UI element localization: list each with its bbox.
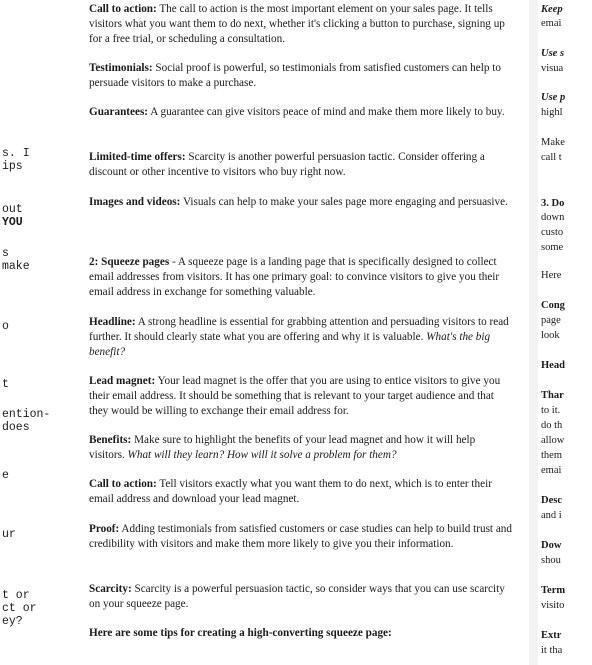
paragraph-lead-term: Limited-time offers: (89, 151, 186, 163)
body-paragraph (89, 477, 513, 507)
right-page-text-fragment: Keep (541, 4, 563, 15)
paragraph-text: Adding testimonials from satisfied customers or case studies can help to build trust and credibility with visitors and make them more likely to give you their information. (89, 523, 512, 550)
main-document-page (64, 0, 529, 665)
paragraph-lead-term: Lead magnet: (89, 375, 156, 387)
left-page-text-fragment: e (2, 469, 9, 482)
paragraph-text: Make sure to highlight the benefits of your lead magnet and how it will help visitors. (89, 434, 476, 461)
right-page-text-fragment: Here (541, 270, 562, 281)
right-page-text-fragment: Thar (541, 390, 564, 401)
paragraph-lead-term: Call to action: (89, 478, 157, 490)
body-paragraph (89, 315, 513, 360)
right-page-text-fragment: highl (541, 107, 563, 118)
paragraph-lead-term: Scarcity: (89, 583, 132, 595)
right-page-text-fragment: look (541, 330, 560, 341)
paragraph-question: What will they learn? How will it solve a problem for them? (127, 449, 397, 461)
paragraph-text: Visuals can help to make your sales page more engaging and persuasive. (180, 196, 508, 208)
paragraph-text: Your lead magnet is the offer that you are using to entice visitors to give you their email address. It should be something that is relevant to your target audience and that they would be willing to exchange their email address for. (89, 375, 501, 417)
left-page-text-fragment: does (2, 421, 30, 434)
right-page-fragment (538, 0, 592, 665)
right-page-text-fragment: and i (541, 510, 562, 521)
paragraph-lead-term: Call to action: (89, 3, 157, 15)
right-page-text-fragment: call t (541, 152, 562, 163)
right-page-text-fragment: emai (541, 18, 562, 29)
paragraph-text: - A squeeze page is a landing page that is specifically designed to collect email addresses from visitors. It has one primary goal: to convince visitors to give you their email address in exchange for something valuable. (89, 256, 500, 298)
right-page-text-fragment: Term (541, 585, 566, 596)
right-page-text-fragment: do th (541, 420, 563, 431)
body-paragraph (89, 626, 513, 641)
paragraph-lead-term: 2: Squeeze pages (89, 256, 170, 268)
paragraph-text: The call to action is the most important element on your sales page. It tells visitors what you want them to do next, whether it's clicking a button to purchase, signing up for a free trial, or scheduling a consultation. (89, 3, 505, 45)
left-page-fragment (0, 0, 64, 665)
left-page-text-fragment: make (2, 260, 30, 273)
paragraph-lead-term: Here are some tips for creating a high-converting squeeze page: (89, 627, 392, 639)
paragraph-text: A guarantee can give visitors peace of mind and make them more likely to buy. (148, 106, 505, 118)
left-page-text-fragment: t (2, 378, 9, 391)
paragraph-question: What's the big benefit? (89, 331, 491, 358)
left-page-text-fragment: ips (2, 160, 23, 173)
right-page-text-fragment: Dow (541, 540, 562, 551)
left-page-text-fragment: ention- (2, 408, 51, 421)
paragraph-text: A strong headline is essential for grabbing attention and persuading visitors to read further. It should clearly state what you are offering and why it is valuable. (89, 316, 509, 343)
paragraph-lead-term: Guarantees: (89, 106, 149, 118)
right-page-text-fragment: 3. Do (541, 198, 565, 209)
left-page-text-fragment: t or (2, 589, 30, 602)
body-paragraph (89, 522, 513, 552)
right-page-text-fragment: Use s (541, 48, 565, 59)
left-page-text-fragment: ey? (2, 615, 23, 628)
body-paragraph (89, 374, 513, 419)
right-page-text-fragment: emai (541, 465, 562, 476)
right-page-text-fragment: Cong (541, 300, 565, 311)
left-page-text-fragment: ur (2, 528, 16, 541)
paragraph-lead-term: Images and videos: (89, 196, 181, 208)
paragraph-text: Scarcity is another powerful persuasion tactic. Consider offering a discount or other incentive to visitors who buy right now. (89, 151, 485, 178)
left-page-text-fragment: o (2, 320, 9, 333)
right-page-text-fragment: to it. (541, 405, 561, 416)
body-paragraph (89, 150, 513, 180)
right-page-text-fragment: visito (541, 600, 565, 611)
right-page-text-fragment: it tha (541, 645, 563, 656)
paragraph-lead-term: Testimonials: (89, 62, 153, 74)
right-page-text-fragment: shou (541, 555, 561, 566)
body-paragraph (89, 61, 513, 91)
right-page-text-fragment: Extr (541, 630, 562, 641)
paragraph-lead-term: Benefits: (89, 434, 132, 446)
paragraph-text: Social proof is powerful, so testimonials from satisfied customers can help to persuade visitors to make a purchase. (89, 62, 501, 89)
page-gap (529, 0, 538, 665)
body-paragraph (89, 195, 513, 210)
right-page-text-fragment: down (541, 212, 565, 223)
body-paragraph (89, 105, 513, 120)
body-paragraph (89, 433, 513, 463)
right-page-text-fragment: custo (541, 227, 564, 238)
right-page-text-fragment: Use p (541, 92, 566, 103)
left-page-text-fragment: s (2, 247, 9, 260)
right-page-text-fragment: some (541, 242, 564, 253)
paragraph-lead-term: Proof: (89, 523, 120, 535)
body-paragraph (89, 582, 513, 612)
right-page-text-fragment: Make (541, 137, 565, 148)
body-paragraph (89, 2, 513, 47)
paragraph-text: Scarcity is a powerful persuasion tactic, so consider ways that you can use scarcity on your squeeze page. (89, 583, 505, 610)
left-page-text-fragment: YOU (2, 216, 23, 229)
paragraph-lead-term: Headline: (89, 316, 136, 328)
right-page-text-fragment: visua (541, 63, 564, 74)
left-page-text-fragment: ct or (2, 602, 37, 615)
body-paragraph (89, 255, 513, 300)
left-page-text-fragment: out (2, 203, 23, 216)
right-page-text-fragment: allow (541, 435, 565, 446)
right-page-text-fragment: page (541, 315, 561, 326)
right-page-text-fragment: Desc (541, 495, 562, 506)
paragraph-text: Tell visitors exactly what you want them to do next, which is to enter their email address and download your lead magnet. (89, 478, 492, 505)
right-page-text-fragment: Head (541, 360, 565, 371)
right-page-text-fragment: them (541, 450, 562, 461)
left-page-text-fragment: s. I (2, 147, 30, 160)
